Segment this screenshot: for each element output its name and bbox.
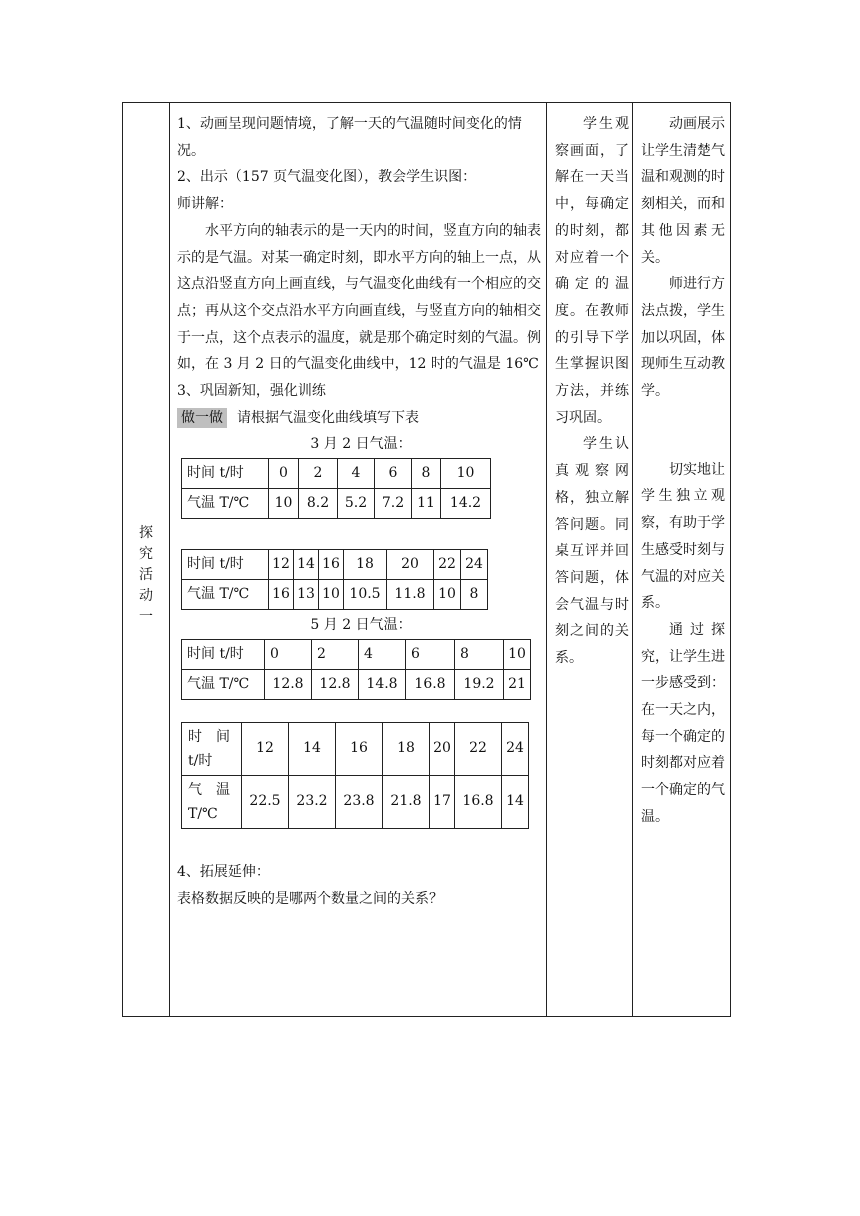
- table-cell: 16.8: [406, 669, 455, 699]
- extension-question: 表格数据反映的是哪两个数量之间的关系？: [177, 890, 443, 907]
- table-cell: 11.8: [387, 580, 434, 610]
- table-header-time: 时间 t/时: [182, 459, 269, 489]
- table-caption-march: 3 月 2 日气温：: [310, 436, 412, 453]
- design-intent-2: 师进行方法点拨，学生加以巩固，体现师生互动教学。: [641, 276, 725, 400]
- table-cell: 10: [441, 459, 491, 489]
- activity-label-char: 动: [139, 588, 153, 604]
- table-cell: 23.8: [336, 775, 383, 828]
- table-cell: 14.8: [359, 669, 406, 699]
- table-header-temp-line2: T/℃: [188, 805, 218, 822]
- table-cell: 12: [242, 722, 289, 775]
- student-activity-2: 学生认真观察网格，独立解答问题。同桌互评并回答问题，体会气温与时刻之间的关系。: [555, 436, 629, 667]
- table-cell: 16: [269, 580, 294, 610]
- step-1: 1、动画呈现问题情境，了解一天的气温随时间变化的情况。: [177, 116, 522, 159]
- design-intent-3: 切实地让学生独立观察，有助于学生感受时刻与气温的对应关系。: [641, 461, 725, 612]
- table-cell: 10: [319, 580, 344, 610]
- table-cell: 23.2: [289, 775, 336, 828]
- table-header-time-line1: 时 间: [188, 728, 230, 745]
- activity-label-char: 一: [139, 609, 153, 625]
- table-cell: 24: [461, 550, 488, 580]
- table-cell: 12: [269, 550, 294, 580]
- table-cell: 6: [406, 639, 455, 669]
- activity-label-char: 究: [139, 546, 153, 562]
- table-cell: 4: [338, 459, 375, 489]
- table-cell: 0: [265, 639, 312, 669]
- table-cell: 4: [359, 639, 406, 669]
- table-cell: 12.8: [265, 669, 312, 699]
- table-cell: 10: [504, 639, 531, 669]
- table-cell: 8: [412, 459, 441, 489]
- table-cell: 16.8: [455, 775, 502, 828]
- table-cell: 20: [387, 550, 434, 580]
- table-cell: 7.2: [375, 489, 412, 519]
- table-header-temp: 气温 T/℃: [182, 669, 265, 699]
- teacher-explanation: 水平方向的轴表示的是一天内的时间，竖直方向的轴表示的是气温。对某一确定时刻，即水平方向的轴上一点，从这点沿竖直方向上画直线，与气温变化曲线有一个相应的交点；再从这个交点沿水平方向画直线，与竖直方向的轴相交于一点，这个点表示的温度，就是那个确定时刻的气温。例如，在 3 月 2 日的气温变化曲线中，12 时的气温是 16℃: [177, 222, 541, 373]
- activity-label-char: 活: [139, 567, 153, 583]
- table-header-temp-line1: 气 温: [188, 781, 230, 798]
- exercise-instruction: 请根据气温变化曲线填写下表: [237, 409, 419, 426]
- temp-table-may-morning: [181, 639, 531, 700]
- column-divider: [632, 103, 633, 1016]
- design-intent-4: 通过探究，让学生进一步感受到：在一天之内，每一个确定的时刻都对应着一个确定的气温。: [641, 621, 725, 825]
- student-activity-1: 学生观察画面，了解在一天当中，每确定的时刻，都对应着一个确定的温度。在教师的引导下学生掌握识图方法，并练习巩固。: [555, 116, 629, 426]
- exercise-line: [177, 405, 545, 432]
- table-cell: 10.5: [344, 580, 387, 610]
- table-cell: 10: [434, 580, 461, 610]
- table-header-time: 时间 t/时: [182, 550, 269, 580]
- table-cell: 0: [269, 459, 299, 489]
- table-cell: 16: [336, 722, 383, 775]
- table-header-time: [182, 722, 242, 775]
- table-cell: 18: [383, 722, 430, 775]
- activity-label: [123, 523, 169, 628]
- table-cell: 10: [269, 489, 299, 519]
- table-cell: 22: [455, 722, 502, 775]
- table-cell: 17: [430, 775, 455, 828]
- activity-label-vertical: [123, 523, 169, 628]
- table-cell: 11: [412, 489, 441, 519]
- table-cell: 13: [294, 580, 319, 610]
- table-cell: 2: [299, 459, 338, 489]
- table-cell: 6: [375, 459, 412, 489]
- table-cell: 19.2: [455, 669, 504, 699]
- table-cell: 8.2: [299, 489, 338, 519]
- activity-label-char: 探: [139, 525, 153, 541]
- table-cell: 22: [434, 550, 461, 580]
- table-cell: 8: [455, 639, 504, 669]
- table-header-temp: [182, 775, 242, 828]
- table-cell: 14: [289, 722, 336, 775]
- exercise-tag: 做一做: [177, 408, 227, 428]
- table-cell: 21.8: [383, 775, 430, 828]
- table-cell: 14: [294, 550, 319, 580]
- table-header-temp: 气温 T/℃: [182, 580, 269, 610]
- temp-table-march-morning: [181, 458, 491, 519]
- table-cell: 14.2: [441, 489, 491, 519]
- table-cell: 20: [430, 722, 455, 775]
- design-intent-1: 动画展示让学生清楚气温和观测的时刻相关，而和其他因素无关。: [641, 116, 725, 266]
- teacher-explain-label: 师讲解：: [177, 196, 233, 213]
- step-3: 3、巩固新知，强化训练: [177, 383, 326, 400]
- design-intent: [641, 111, 725, 831]
- table-header-temp: 气温 T/℃: [182, 489, 269, 519]
- table-cell: 2: [312, 639, 359, 669]
- table-cell: 22.5: [242, 775, 289, 828]
- table-cell: 8: [461, 580, 488, 610]
- column-divider: [546, 103, 547, 1016]
- table-caption-may: 5 月 2 日气温：: [310, 617, 412, 634]
- table-header-time-line2: t/时: [188, 752, 213, 769]
- table-cell: 24: [502, 722, 529, 775]
- table-cell: 18: [344, 550, 387, 580]
- teaching-process: [177, 111, 545, 912]
- student-activity: [555, 111, 629, 672]
- table-cell: 12.8: [312, 669, 359, 699]
- temp-table-may-afternoon: [181, 722, 529, 829]
- column-divider: [169, 103, 170, 1016]
- table-cell: 14: [502, 775, 529, 828]
- table-cell: 16: [319, 550, 344, 580]
- temp-table-march-afternoon: [181, 549, 488, 610]
- lesson-table: [122, 102, 731, 1017]
- step-4: 4、拓展延伸：: [177, 863, 270, 880]
- table-header-time: 时间 t/时: [182, 639, 265, 669]
- table-cell: 21: [504, 669, 531, 699]
- step-2: 2、出示（157 页气温变化图），教会学生识图：: [177, 169, 477, 186]
- table-cell: 5.2: [338, 489, 375, 519]
